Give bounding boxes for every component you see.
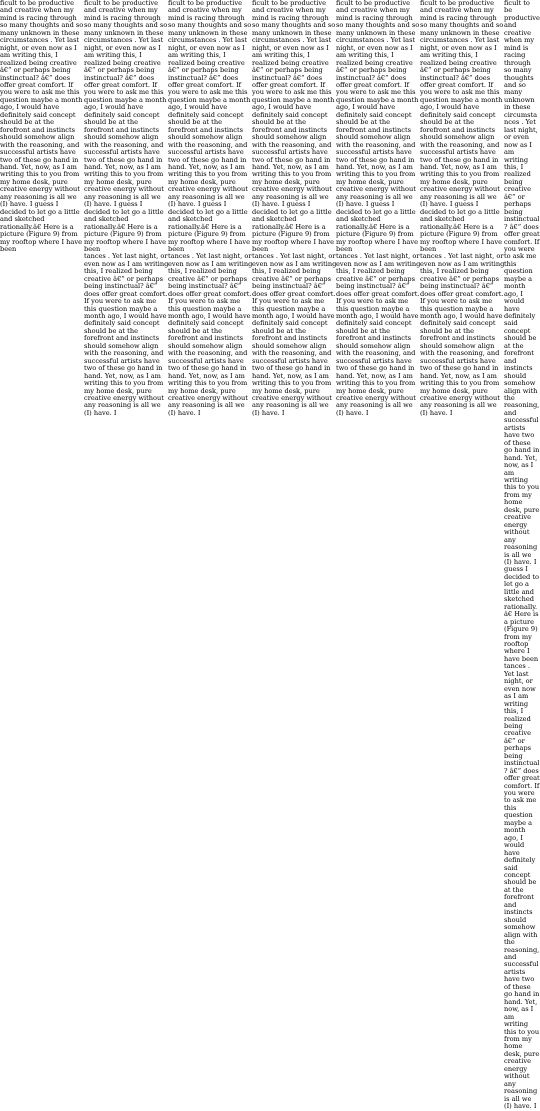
text-column-6 — [420, 0, 505, 417]
text-column-3 — [168, 0, 253, 417]
column-6-text-top: ficult to be productive and creative when my mind is racing through so many thoughts and so many unknown in these circumstances . Yet last night, or even now as I am writing this, I realized being creative â€” or perhaps being instinctual? â€” does offer great comfort. If you were to ask me this question maybe a month ago, I would have definitely said concept should be at the forefront and instincts should somehow align with the reasoning, and successful artists have two of these go hand in hand. Yet, now, as I am writing this to you from my home desk, pure creative energy without any reasoning is all we (I) have. I guess I decided to let go a little and sketched rationally.â€ Here is a picture (Figure 9) from my rooftop where I have been — [420, 0, 504, 253]
text-column-4 — [252, 0, 337, 417]
column-3-text-bottom: tances . Yet last night, or even now as I am writing this, I realized being creative â€” or perhaps being instinctual? â€” does offer great comfort. If you were to ask me this question maybe a month ago, I would have definitely said concept should be at the forefront and instincts should somehow align with the reasoning, and successful artists have two of these go hand in hand. Yet, now, as I am writing this to you from my home desk, pure creative energy without any reasoning is all we (I) have. I — [168, 252, 253, 417]
column-2-text-bottom: tances . Yet last night, or even now as I am writing this, I realized being creative â€” or perhaps being instinctual? â€” does offer great comfort. If you were to ask me this question maybe a month ago, I would have definitely said concept should be at the forefront and instincts should somehow align with the reasoning, and successful artists have two of these go hand in hand. Yet, now, as I am writing this to you from my home desk, pure creative energy without any reasoning is all we (I) have. I — [84, 252, 169, 417]
column-1-text: ficult to be productive and creative when my mind is racing through so many thoughts and so many unknown in these circumstances . Yet last night, or even now as I am writing this, I realized being creative â€” or perhaps being instinctual? â€” does offer great comfort. If you were to ask me this question maybe a month ago, I would have definitely said concept should be at the forefront and instincts should somehow align with the reasoning, and successful artists have two of these go hand in hand. Yet, now, as I am writing this to you from my home desk, pure creative energy without any reasoning is all we (I) have. I guess I decided to let go a little and sketched rationally.â€ Here is a picture (Figure 9) from my rooftop where I have been — [0, 0, 84, 253]
column-4-text-bottom: tances . Yet last night, or even now as I am writing this, I realized being creative â€” or perhaps being instinctual? â€” does offer great comfort. If you were to ask me this question maybe a month ago, I would have definitely said concept should be at the forefront and instincts should somehow align with the reasoning, and successful artists have two of these go hand in hand. Yet, now, as I am writing this to you from my home desk, pure creative energy without any reasoning is all we (I) have. I — [252, 252, 337, 417]
column-5-text-bottom: tances . Yet last night, or even now as I am writing this, I realized being creative â€” or perhaps being instinctual? â€” does offer great comfort. If you were to ask me this question maybe a month ago, I would have definitely said concept should be at the forefront and instincts should somehow align with the reasoning, and successful artists have two of these go hand in hand. Yet, now, as I am writing this to you from my home desk, pure creative energy without any reasoning is all we (I) have. I — [336, 252, 421, 417]
column-7-text-top: ficult to be productive and creative when my mind is racing through so many thoughts and so many unknown in these circumstances . Yet last night, or even now as I am writing this, I realized being creative â€” or perhaps being instinctual? â€” does offer great comfort. If you were to ask me this question maybe a month ago, I would have definitely said concept should be at the forefront and instincts should somehow align with the reasoning, and successful artists have two of these go hand in hand. Yet, now, as I am writing this to you from my home desk, pure creative energy without any reasoning is all we (I) have. I guess I decided to let go a little and sketched rationally.â€ Here is a picture (Figure 9) from my rooftop where I have been — [504, 0, 540, 663]
column-4-text-top: ficult to be productive and creative when my mind is racing through so many thoughts and so many unknown in these circumstances . Yet last night, or even now as I am writing this, I realized being creative â€” or perhaps being instinctual? â€” does offer great comfort. If you were to ask me this question maybe a month ago, I would have definitely said concept should be at the forefront and instincts should somehow align with the reasoning, and successful artists have two of these go hand in hand. Yet, now, as I am writing this to you from my home desk, pure creative energy without any reasoning is all we (I) have. I guess I decided to let go a little and sketched rationally.â€ Here is a picture (Figure 9) from my rooftop where I have been — [252, 0, 336, 253]
text-column-1 — [0, 0, 85, 405]
text-column-7 — [504, 0, 540, 1111]
column-7-text-bottom: tances . Yet last night, or even now as I am writing this, I realized being creative â€” or perhaps being instinctual? â€” does offer great comfort. If you were to ask me this question maybe a month ago, I would have definitely said concept should be at the forefront and instincts should somehow align with the reasoning, and successful artists have two of these go hand in hand. Yet, now, as I am writing this to you from my home desk, pure creative energy without any reasoning is all we (I) have. I — [504, 662, 540, 1111]
column-2-text-top: ficult to be productive and creative when my mind is racing through so many thoughts and so many unknown in these circumstances . Yet last night, or even now as I am writing this, I realized being creative â€” or perhaps being instinctual? â€” does offer great comfort. If you were to ask me this question maybe a month ago, I would have definitely said concept should be at the forefront and instincts should somehow align with the reasoning, and successful artists have two of these go hand in hand. Yet, now, as I am writing this to you from my home desk, pure creative energy without any reasoning is all we (I) have. I guess I decided to let go a little and sketched rationally.â€ Here is a picture (Figure 9) from my rooftop where I have been — [84, 0, 168, 253]
text-column-2 — [84, 0, 169, 417]
column-3-text-top: ficult to be productive and creative when my mind is racing through so many thoughts and so many unknown in these circumstances . Yet last night, or even now as I am writing this, I realized being creative â€” or perhaps being instinctual? â€” does offer great comfort. If you were to ask me this question maybe a month ago, I would have definitely said concept should be at the forefront and instincts should somehow align with the reasoning, and successful artists have two of these go hand in hand. Yet, now, as I am writing this to you from my home desk, pure creative energy without any reasoning is all we (I) have. I guess I decided to let go a little and sketched rationally.â€ Here is a picture (Figure 9) from my rooftop where I have been — [168, 0, 252, 253]
column-5-text-top: ficult to be productive and creative when my mind is racing through so many thoughts and so many unknown in these circumstances . Yet last night, or even now as I am writing this, I realized being creative â€” or perhaps being instinctual? â€” does offer great comfort. If you were to ask me this question maybe a month ago, I would have definitely said concept should be at the forefront and instincts should somehow align with the reasoning, and successful artists have two of these go hand in hand. Yet, now, as I am writing this to you from my home desk, pure creative energy without any reasoning is all we (I) have. I guess I decided to let go a little and sketched rationally.â€ Here is a picture (Figure 9) from my rooftop where I have been — [336, 0, 420, 253]
column-6-text-bottom: tances . Yet last night, or even now as I am writing this, I realized being creative â€” or perhaps being instinctual? â€” does offer great comfort. If you were to ask me this question maybe a month ago, I would have definitely said concept should be at the forefront and instincts should somehow align with the reasoning, and successful artists have two of these go hand in hand. Yet, now, as I am writing this to you from my home desk, pure creative energy without any reasoning is all we (I) have. I — [420, 252, 505, 417]
text-column-5 — [336, 0, 421, 417]
